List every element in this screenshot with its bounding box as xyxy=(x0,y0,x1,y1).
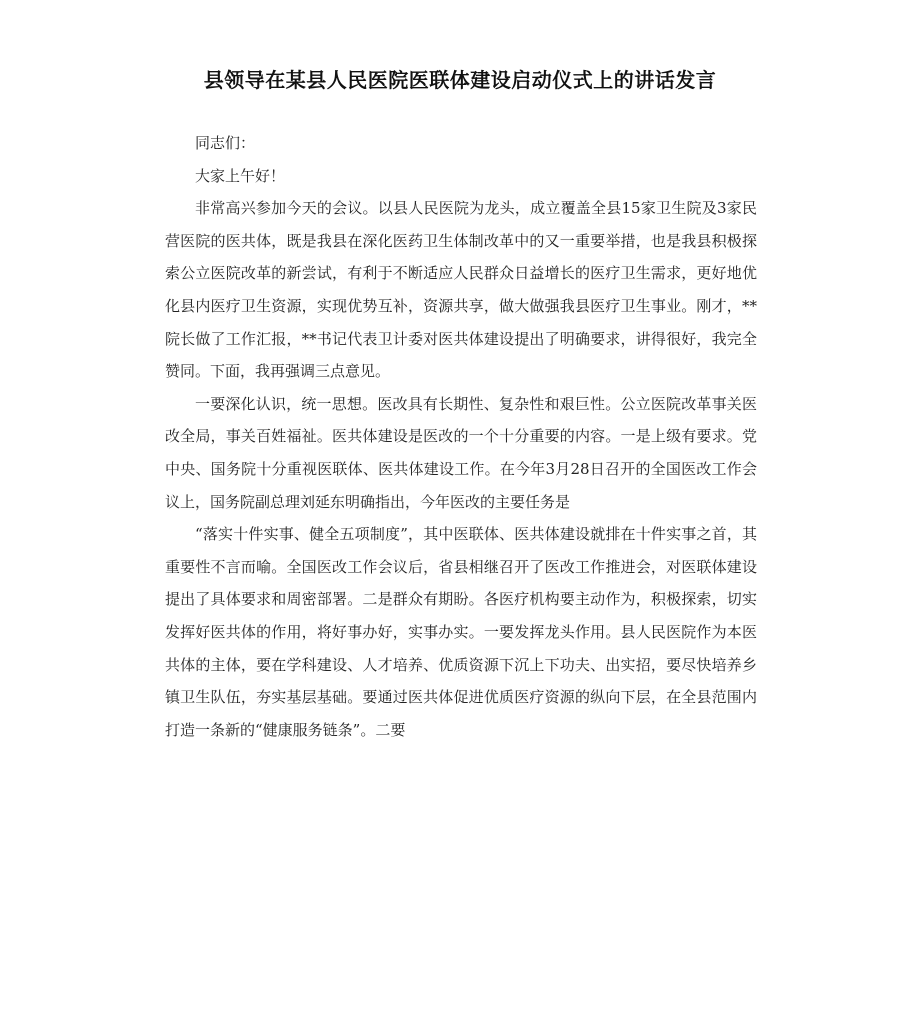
paragraph-intro: 非常高兴参加今天的会议。以县人民医院为龙头，成立覆盖全县15家卫生院及3家民营医院的医共体，既是我县在深化医药卫生体制改革中的又一重要举措，也是我县积极探索公立医院改革的新尝试，有利于不断适应人民群众日益增长的医疗卫生需求，更好地优化县内医疗卫生资源，实现优势互补，资源共享，做大做强我县医疗卫生事业。刚才，**院长做了工作汇报，**书记代表卫计委对医共体建设提出了明确要求，讲得很好，我完全赞同。下面，我再强调三点意见。 xyxy=(165,199,757,381)
document-title: 县领导在某县人民医院医联体建设启动仪式上的讲话发言 xyxy=(203,68,717,92)
salutation: 同志们： xyxy=(195,134,256,152)
greeting: 大家上午好！ xyxy=(195,166,286,185)
paragraph-point-one: 一要深化认识，统一思想。医改具有长期性、复杂性和艰巨性。公立医院改革事关医改全局，事关百姓福祉。医共体建设是医改的一个十分重要的内容。一是上级有要求。党中央、国务院十分重视医联体、医共体建设工作。在今年3月28日召开的全国医改工作会议上，国务院副总理刘延东明确指出，今年医改的主要任务是 xyxy=(165,394,757,511)
document-body xyxy=(165,127,757,746)
paragraph-continuation: “落实十件实事、健全五项制度”，其中医联体、医共体建设就排在十件实事之首，其重要性不言而喻。全国医改工作会议后，省县相继召开了医改工作推进会，对医联体建设提出了具体要求和周密部署。二是群众有期盼。各医疗机构要主动作为，积极探索，切实发挥好医共体的作用，将好事办好，实事办实。一要发挥龙头作用。县人民医院作为本医共体的主体，要在学科建设、人才培养、优质资源下沉上下功夫、出实招，要尽快培养乡镇卫生队伍，夯实基层基础。要通过医共体促进优质医疗资源的纵向下层，在全县范围内打造一条新的“健康服务链条”。二要 xyxy=(165,525,757,739)
